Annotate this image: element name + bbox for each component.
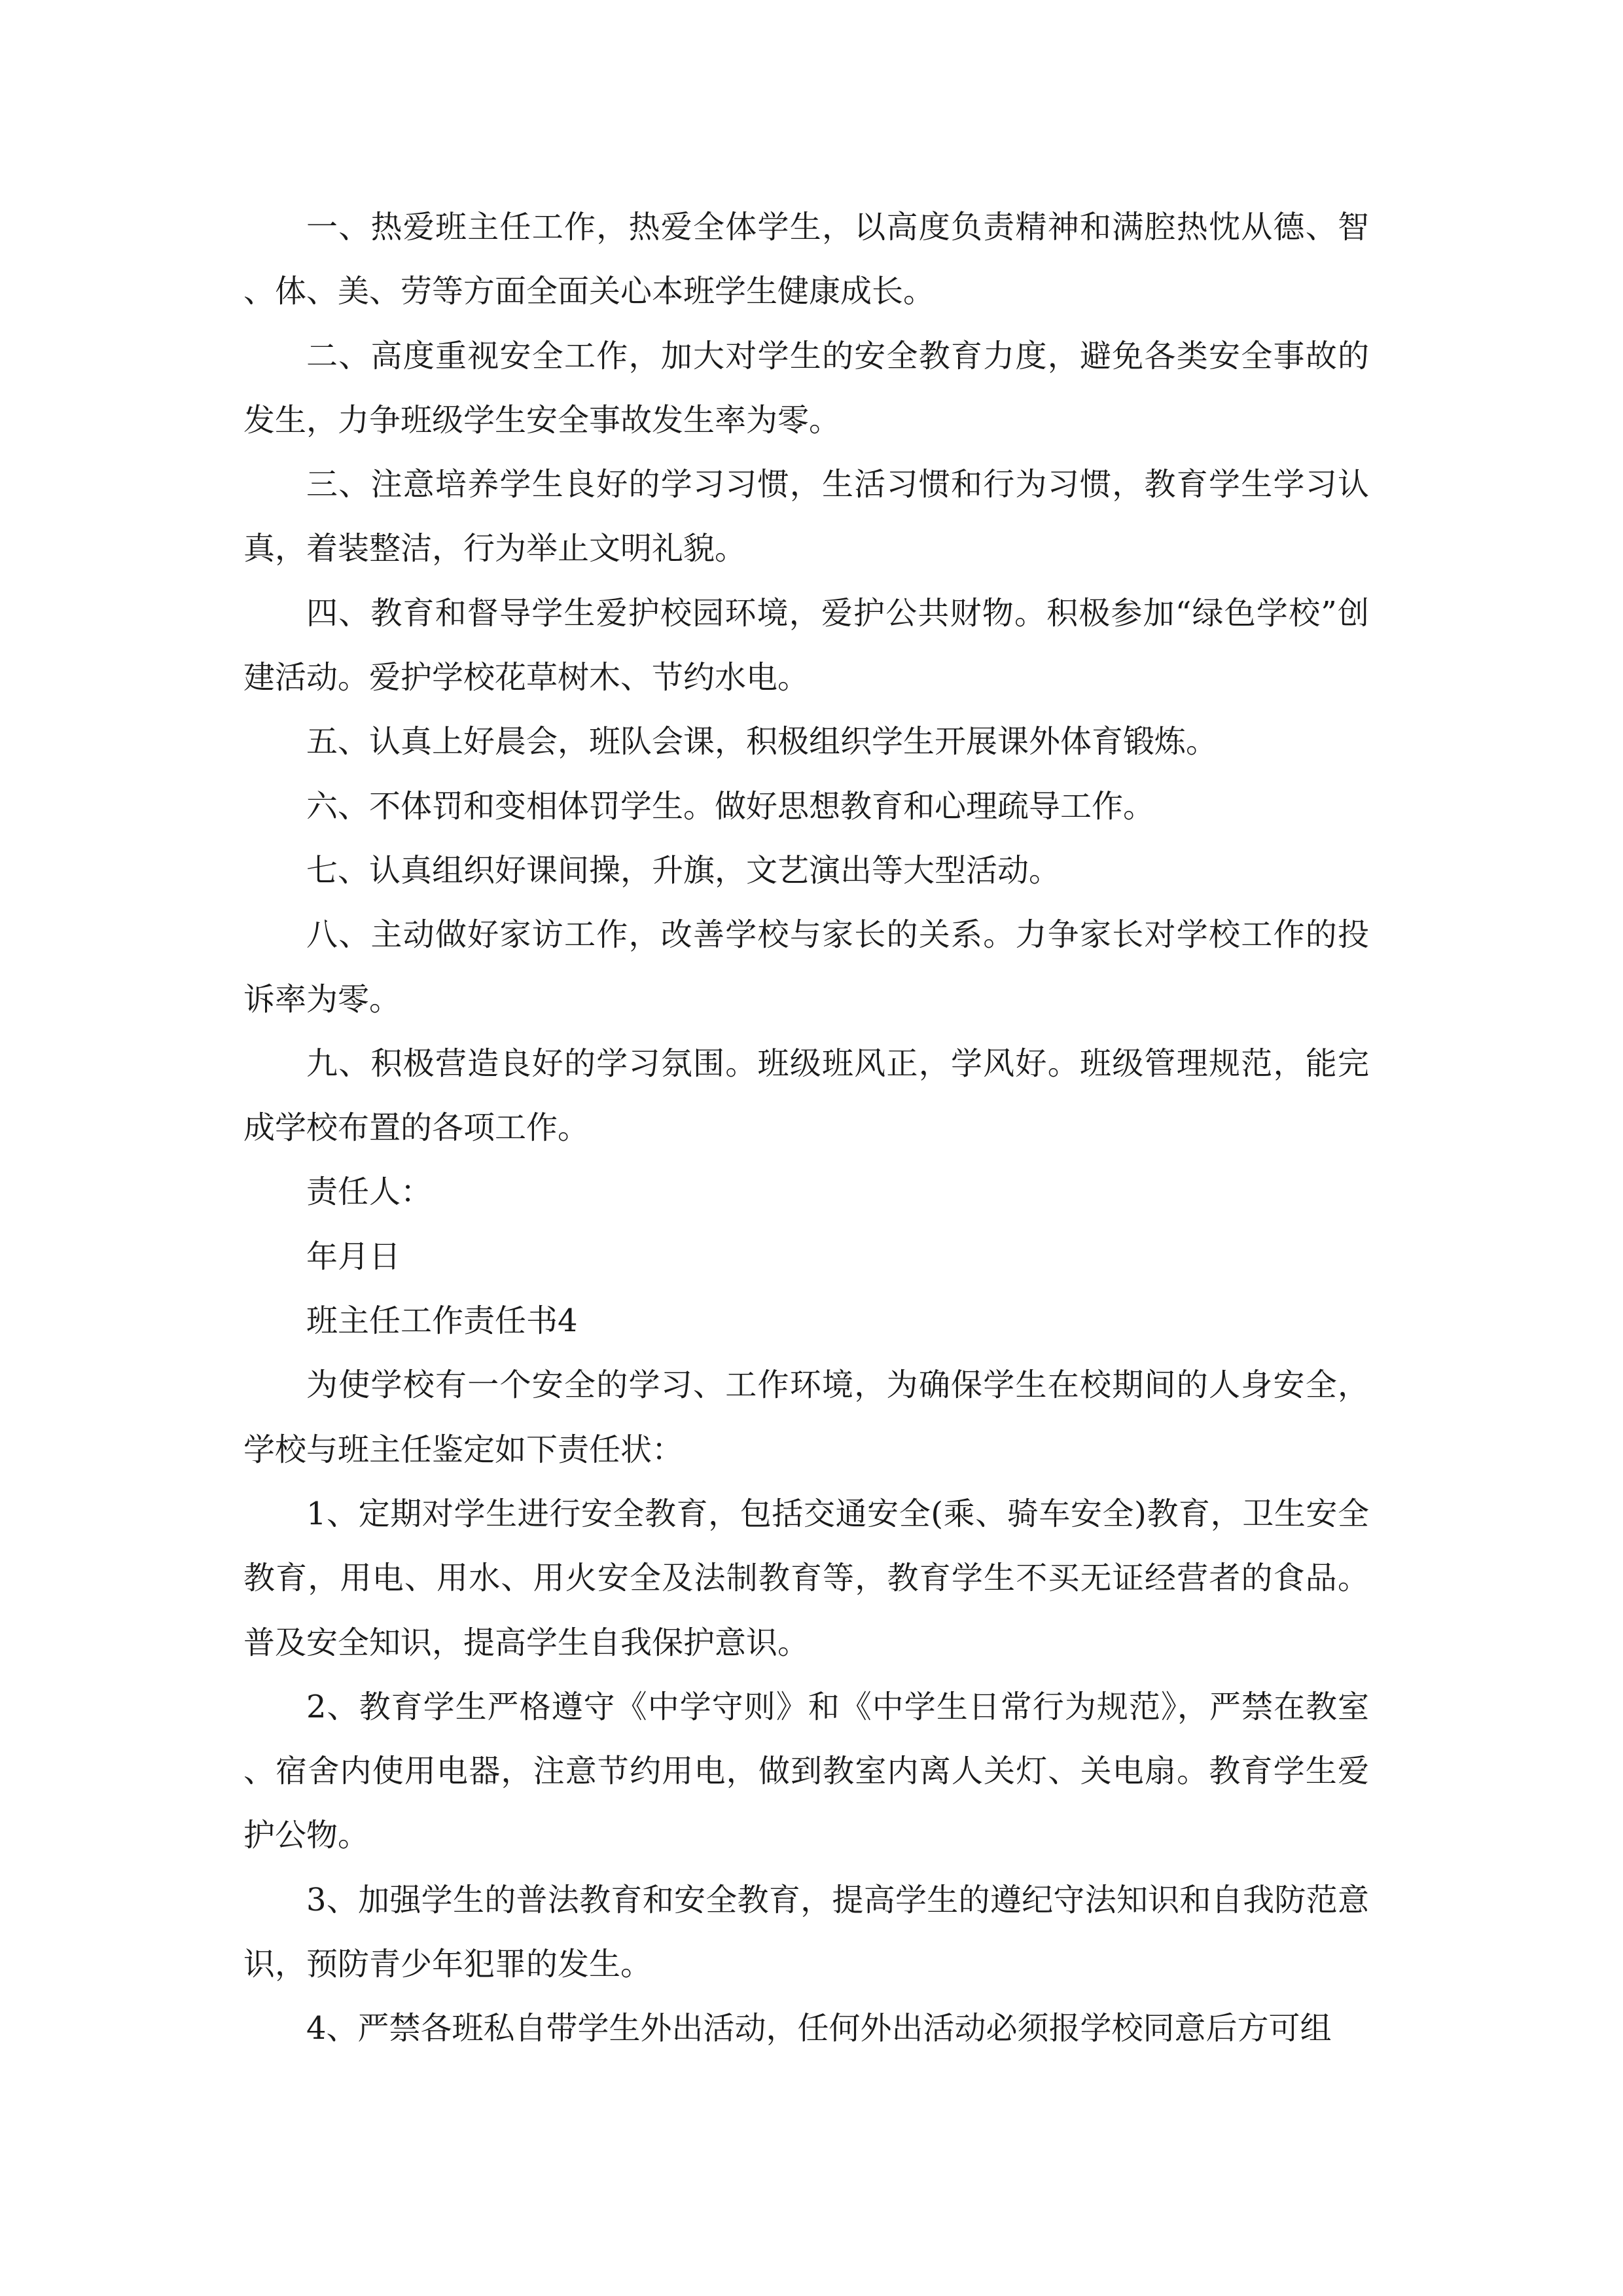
paragraph-duty-8: 八、主动做好家访工作，改善学校与家长的关系。力争家长对学校工作的投诉率为零。 [243, 916, 1369, 1018]
paragraph-intro: 为使学校有一个安全的学习、工作环境，为确保学生在校期间的人身安全，学校与班主任鉴定如下责任状： [243, 1367, 1369, 1468]
paragraph-duty-5: 五、认真上好晨会，班队会课，积极组织学生开展课外体育锻炼。 [306, 723, 1218, 761]
paragraph-duty-4: 四、教育和督导学生爱护校园环境，爱护公共财物。积极参加“绿色学校”创建活动。爱护学校花草树木、节约水电。 [243, 594, 1369, 696]
paragraph-duty-7: 七、认真组织好课间操，升旗，文艺演出等大型活动。 [306, 852, 1061, 889]
paragraph-duty-1: 一、热爱班主任工作，热爱全体学生，以高度负责精神和满腔热忱从德、智、体、美、劳等方面全面关心本班学生健康成长。 [243, 209, 1369, 310]
paragraph-item-3: 3、加强学生的普法教育和安全教育，提高学生的遵纪守法知识和自我防范意识，预防青少年犯罪的发生。 [243, 1881, 1369, 1983]
paragraph-duty-9: 九、积极营造良好的学习氛围。班级班风正，学风好。班级管理规范，能完成学校布置的各项工作。 [243, 1045, 1369, 1147]
paragraph-item-4: 4、严禁各班私自带学生外出活动，任何外出活动必须报学校同意后方可组 [306, 2010, 1332, 2047]
date-line: 年月日 [306, 1238, 401, 1275]
paragraph-item-1: 1、定期对学生进行安全教育，包括交通安全(乘、骑车安全)教育，卫生安全教育，用电、用水、用火安全及法制教育等，教育学生不买无证经营者的食品。普及安全知识，提高学生自我保护意识。 [243, 1495, 1369, 1661]
paragraph-duty-6: 六、不体罚和变相体罚学生。做好思想教育和心理疏导工作。 [306, 787, 1155, 825]
paragraph-duty-2: 二、高度重视安全工作，加大对学生的安全教育力度，避免各类安全事故的发生，力争班级学生安全事故发生率为零。 [243, 337, 1369, 439]
paragraph-item-2: 2、教育学生严格遵守《中学守则》和《中学生日常行为规范》，严禁在教室、宿舍内使用电器，注意节约用电，做到教室内离人关灯、关电扇。教育学生爱护公物。 [243, 1688, 1369, 1854]
section-title: 班主任工作责任书4 [306, 1302, 578, 1340]
responsible-person-label: 责任人： [306, 1174, 433, 1211]
document-body [243, 195, 1369, 2061]
paragraph-duty-3: 三、注意培养学生良好的学习习惯，生活习惯和行为习惯，教育学生学习认真，着装整洁，行为举止文明礼貌。 [243, 466, 1369, 567]
